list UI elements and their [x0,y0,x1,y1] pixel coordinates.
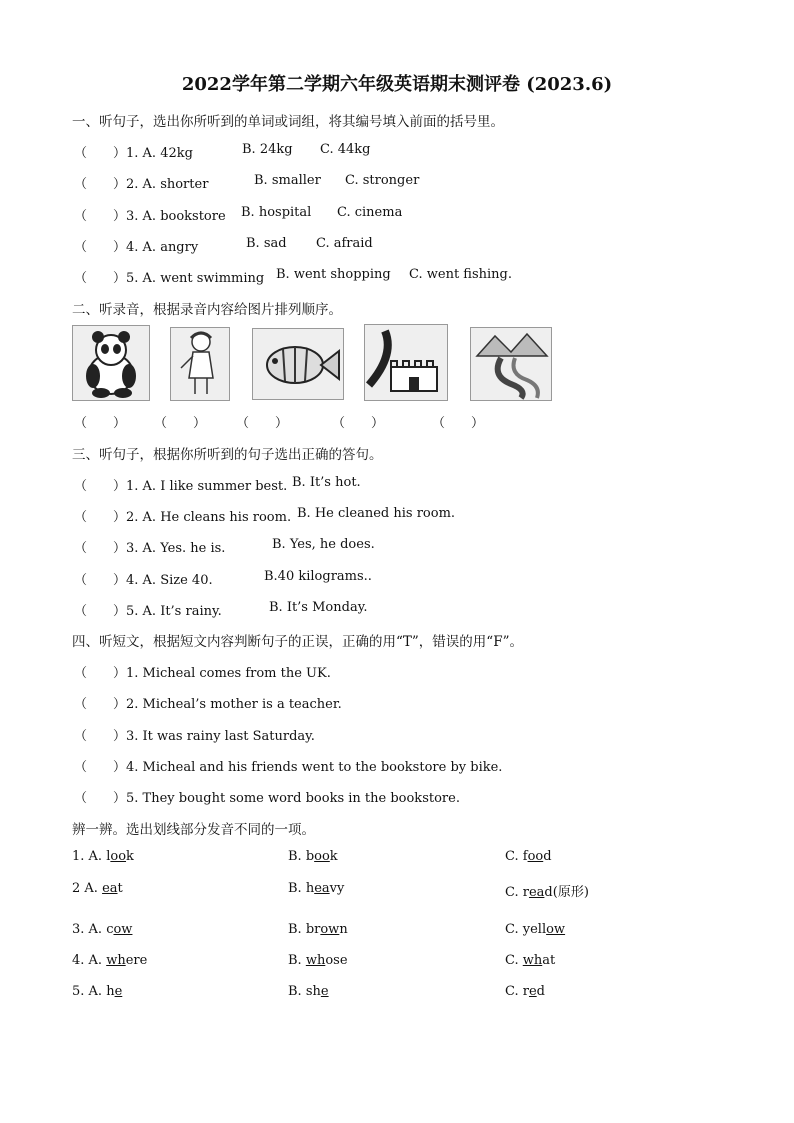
s4-statement-2: （ ）2. Micheal’s mother is a teacher. [74,697,342,712]
s3-q3-prompt: （ ）3. A. Yes. he is. [74,541,226,556]
s5-q1-a: 1. A. look [72,849,134,864]
section-2-heading: 二、听录音，根据录音内容给图片排列顺序。 [72,302,342,318]
s5-q3-a: 3. A. cow [72,922,133,937]
s1-q5-c: C. went fishing. [409,267,512,282]
s3-q4-b: B.40 kilograms.. [264,569,372,584]
s1-q4-c: C. afraid [316,236,373,251]
page-title: 2022学年第二学期六年级英语期末测评卷 (2023.6) [181,74,613,95]
s1-q1-b: B. 24kg [242,142,293,157]
fish-picture [252,328,344,400]
s1-q1-c: C. 44kg [320,142,371,157]
s5-q5-b: B. she [288,984,329,999]
s1-q3-b: B. hospital [241,205,312,220]
s5-q5-a: 5. A. he [72,984,123,999]
s3-q5-b: B. It’s Monday. [269,600,368,615]
s5-q3-c: C. yellow [505,922,566,937]
s1-q2-prompt: （ ）2. A. shorter [74,177,209,192]
woman-picture [170,327,230,401]
s3-q1-b: B. It’s hot. [292,475,361,490]
s1-q5-b: B. went shopping [276,267,391,282]
s4-statement-3: （ ）3. It was rainy last Saturday. [74,729,315,744]
s1-q2-c: C. stronger [345,173,420,188]
s3-q4-prompt: （ ）4. A. Size 40. [74,573,213,588]
s3-q2-prompt: （ ）2. A. He cleans his room. [74,510,292,525]
section-3-heading: 三、听句子，根据你所听到的句子选出正确的答句。 [72,447,383,463]
picture-3-bracket: （ ） [236,416,289,431]
s1-q3-c: C. cinema [337,205,403,220]
s1-q3-prompt: （ ）3. A. bookstore [74,209,226,224]
picture-1-bracket: （ ） [74,416,127,431]
s1-q5-prompt: （ ）5. A. went swimming [74,271,265,286]
s5-q4-c: C. what [505,953,556,968]
s3-q3-b: B. Yes, he does. [272,537,375,552]
s1-q2-b: B. smaller [254,173,321,188]
s3-q1-prompt: （ ）1. A. I like summer best. [74,479,288,494]
s4-statement-4: （ ）4. Micheal and his friends went to the bookstore by bike. [74,760,503,775]
panda-picture [72,325,150,401]
s5-q2-a: 2 A. eat [72,881,123,896]
s5-q2-c: C. read(原形) [505,885,589,900]
s3-q5-prompt: （ ）5. A. It’s rainy. [74,604,222,619]
section-4-heading: 四、听短文，根据短文内容判断句子的正误，正确的用“T”，错误的用“F”。 [72,634,523,650]
mountain-river-picture [470,327,552,401]
s5-q1-b: B. book [288,849,338,864]
s3-q2-b: B. He cleaned his room. [297,506,456,521]
s1-q1-prompt: （ ）1. A. 42kg [74,146,193,161]
s4-statement-1: （ ）1. Micheal comes from the UK. [74,666,331,681]
picture-4-bracket: （ ） [332,416,385,431]
s5-q4-b: B. whose [288,953,348,968]
s1-q4-prompt: （ ）4. A. angry [74,240,199,255]
section-1-heading: 一、听句子，选出你所听到的单词或词组，将其编号填入前面的括号里。 [72,114,504,130]
great-wall-picture [364,324,448,401]
picture-2-bracket: （ ） [154,416,207,431]
s4-statement-5: （ ）5. They bought some word books in the bookstore. [74,791,460,806]
s5-q3-b: B. brown [288,922,348,937]
picture-5-bracket: （ ） [432,416,485,431]
section-5-heading: 辨一辨。选出划线部分发音不同的一项。 [72,822,315,838]
s5-q4-a: 4. A. where [72,953,148,968]
s5-q2-b: B. heavy [288,881,345,896]
s5-q1-c: C. food [505,849,552,864]
s1-q4-b: B. sad [246,236,287,251]
s5-q5-c: C. red [505,984,545,999]
